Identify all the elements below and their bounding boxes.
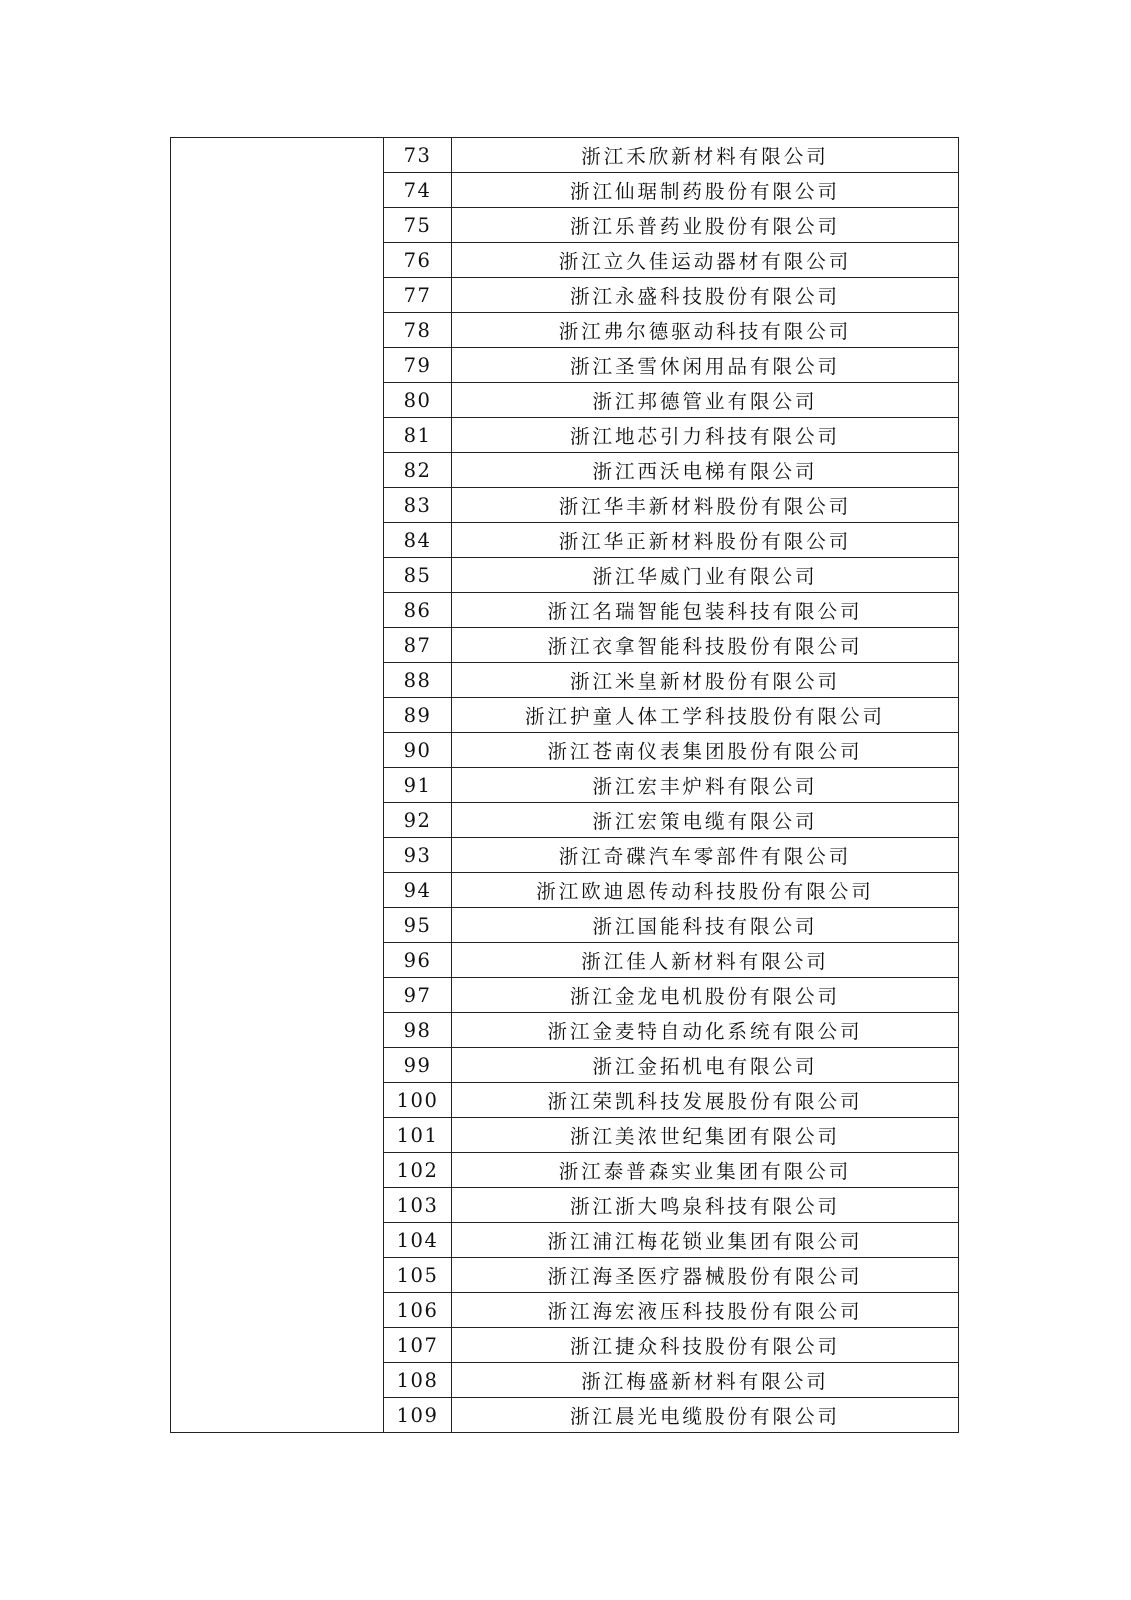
company-name-cell: 浙江宏丰炉料有限公司 bbox=[452, 768, 959, 803]
company-name-cell: 浙江宏策电缆有限公司 bbox=[452, 803, 959, 838]
row-number-cell: 103 bbox=[384, 1188, 452, 1223]
company-name-cell: 浙江衣拿智能科技股份有限公司 bbox=[452, 628, 959, 663]
row-number-cell: 99 bbox=[384, 1048, 452, 1083]
row-number-cell: 102 bbox=[384, 1153, 452, 1188]
company-name-cell: 浙江圣雪休闲用品有限公司 bbox=[452, 348, 959, 383]
company-name-cell: 浙江仙琚制药股份有限公司 bbox=[452, 173, 959, 208]
row-number-cell: 100 bbox=[384, 1083, 452, 1118]
company-name-cell: 浙江美浓世纪集团有限公司 bbox=[452, 1118, 959, 1153]
company-name-cell: 浙江华威门业有限公司 bbox=[452, 558, 959, 593]
row-number-cell: 106 bbox=[384, 1293, 452, 1328]
company-name-cell: 浙江护童人体工学科技股份有限公司 bbox=[452, 698, 959, 733]
company-name-cell: 浙江晨光电缆股份有限公司 bbox=[452, 1398, 959, 1433]
row-number-cell: 108 bbox=[384, 1363, 452, 1398]
category-cell bbox=[171, 138, 384, 1433]
company-name-cell: 浙江奇碟汽车零部件有限公司 bbox=[452, 838, 959, 873]
row-number-cell: 91 bbox=[384, 768, 452, 803]
company-name-cell: 浙江金麦特自动化系统有限公司 bbox=[452, 1013, 959, 1048]
row-number-cell: 87 bbox=[384, 628, 452, 663]
row-number-cell: 79 bbox=[384, 348, 452, 383]
row-number-cell: 109 bbox=[384, 1398, 452, 1433]
company-name-cell: 浙江邦德管业有限公司 bbox=[452, 383, 959, 418]
row-number-cell: 81 bbox=[384, 418, 452, 453]
company-name-cell: 浙江华正新材料股份有限公司 bbox=[452, 523, 959, 558]
row-number-cell: 98 bbox=[384, 1013, 452, 1048]
row-number-cell: 74 bbox=[384, 173, 452, 208]
company-name-cell: 浙江名瑞智能包装科技有限公司 bbox=[452, 593, 959, 628]
row-number-cell: 77 bbox=[384, 278, 452, 313]
company-name-cell: 浙江梅盛新材料有限公司 bbox=[452, 1363, 959, 1398]
company-name-cell: 浙江西沃电梯有限公司 bbox=[452, 453, 959, 488]
table-row bbox=[171, 138, 959, 173]
row-number-cell: 85 bbox=[384, 558, 452, 593]
company-name-cell: 浙江浦江梅花锁业集团有限公司 bbox=[452, 1223, 959, 1258]
row-number-cell: 92 bbox=[384, 803, 452, 838]
company-name-cell: 浙江海圣医疗器械股份有限公司 bbox=[452, 1258, 959, 1293]
row-number-cell: 84 bbox=[384, 523, 452, 558]
company-name-cell: 浙江金拓机电有限公司 bbox=[452, 1048, 959, 1083]
company-name-cell: 浙江苍南仪表集团股份有限公司 bbox=[452, 733, 959, 768]
row-number-cell: 76 bbox=[384, 243, 452, 278]
row-number-cell: 80 bbox=[384, 383, 452, 418]
company-name-cell: 浙江海宏液压科技股份有限公司 bbox=[452, 1293, 959, 1328]
company-name-cell: 浙江永盛科技股份有限公司 bbox=[452, 278, 959, 313]
row-number-cell: 104 bbox=[384, 1223, 452, 1258]
row-number-cell: 90 bbox=[384, 733, 452, 768]
row-number-cell: 75 bbox=[384, 208, 452, 243]
row-number-cell: 96 bbox=[384, 943, 452, 978]
table-body bbox=[171, 138, 959, 1433]
company-name-cell: 浙江华丰新材料股份有限公司 bbox=[452, 488, 959, 523]
row-number-cell: 101 bbox=[384, 1118, 452, 1153]
row-number-cell: 89 bbox=[384, 698, 452, 733]
company-name-cell: 浙江泰普森实业集团有限公司 bbox=[452, 1153, 959, 1188]
company-name-cell: 浙江米皇新材股份有限公司 bbox=[452, 663, 959, 698]
company-list-table bbox=[170, 137, 959, 1433]
company-name-cell: 浙江荣凯科技发展股份有限公司 bbox=[452, 1083, 959, 1118]
company-name-cell: 浙江捷众科技股份有限公司 bbox=[452, 1328, 959, 1363]
row-number-cell: 88 bbox=[384, 663, 452, 698]
row-number-cell: 86 bbox=[384, 593, 452, 628]
company-name-cell: 浙江金龙电机股份有限公司 bbox=[452, 978, 959, 1013]
row-number-cell: 83 bbox=[384, 488, 452, 523]
company-name-cell: 浙江禾欣新材料有限公司 bbox=[452, 138, 959, 173]
row-number-cell: 105 bbox=[384, 1258, 452, 1293]
company-name-cell: 浙江乐普药业股份有限公司 bbox=[452, 208, 959, 243]
row-number-cell: 107 bbox=[384, 1328, 452, 1363]
row-number-cell: 93 bbox=[384, 838, 452, 873]
company-name-cell: 浙江弗尔德驱动科技有限公司 bbox=[452, 313, 959, 348]
row-number-cell: 97 bbox=[384, 978, 452, 1013]
row-number-cell: 94 bbox=[384, 873, 452, 908]
company-name-cell: 浙江浙大鸣泉科技有限公司 bbox=[452, 1188, 959, 1223]
company-name-cell: 浙江地芯引力科技有限公司 bbox=[452, 418, 959, 453]
company-name-cell: 浙江欧迪恩传动科技股份有限公司 bbox=[452, 873, 959, 908]
row-number-cell: 73 bbox=[384, 138, 452, 173]
company-name-cell: 浙江国能科技有限公司 bbox=[452, 908, 959, 943]
company-name-cell: 浙江佳人新材料有限公司 bbox=[452, 943, 959, 978]
row-number-cell: 78 bbox=[384, 313, 452, 348]
row-number-cell: 82 bbox=[384, 453, 452, 488]
row-number-cell: 95 bbox=[384, 908, 452, 943]
company-name-cell: 浙江立久佳运动器材有限公司 bbox=[452, 243, 959, 278]
